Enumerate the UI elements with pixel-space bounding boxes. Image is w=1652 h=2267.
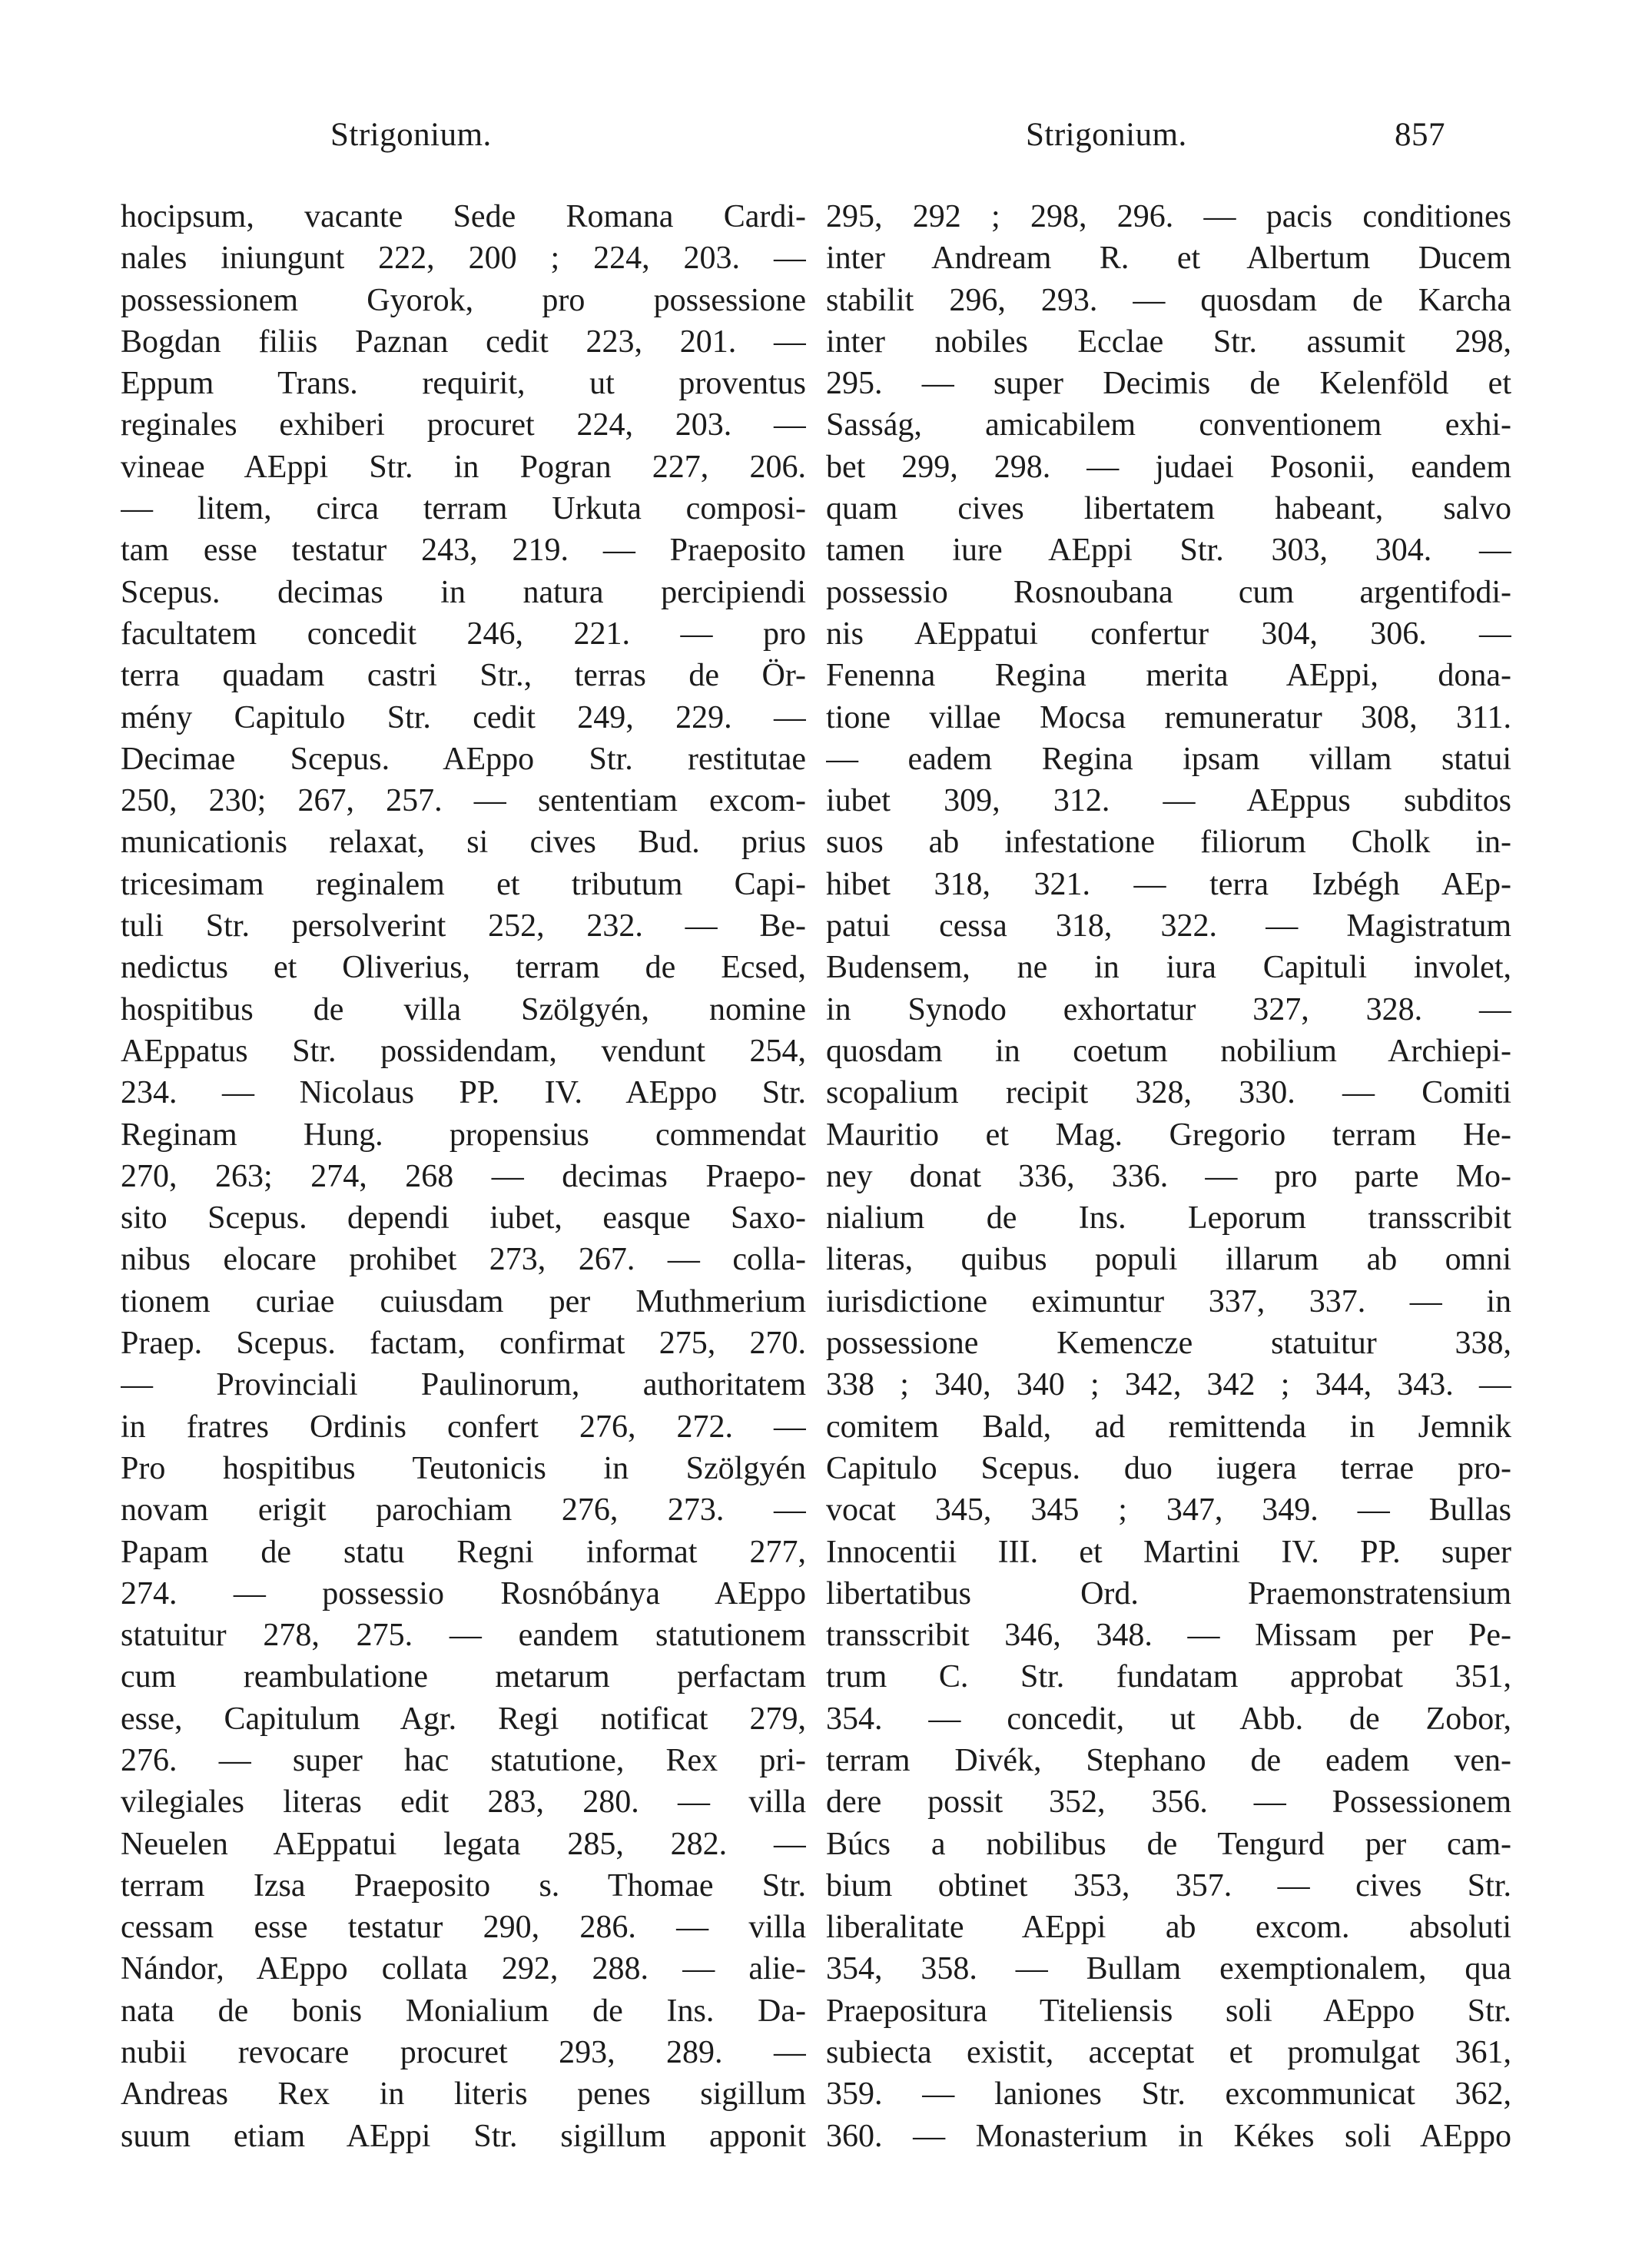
- text-line: 359. — laniones Str. excommunicat 362,: [826, 2076, 1511, 2113]
- text-line: vocat 345, 345 ; 347, 349. — Bullas: [826, 1492, 1511, 1528]
- text-line: tuli Str. persolverint 252, 232. — Be-: [121, 908, 806, 944]
- text-line: Pro hospitibus Teutonicis in Szölgyén: [121, 1450, 806, 1486]
- text-line: Bogdan filiis Paznan cedit 223, 201. —: [121, 324, 806, 360]
- running-head-right: Strigonium.: [1026, 117, 1187, 153]
- text-line: Capitulo Scepus. duo iugera terrae pro-: [826, 1450, 1511, 1486]
- text-line: Papam de statu Regni informat 277,: [121, 1534, 806, 1570]
- text-line: cum reambulatione metarum perfactam: [121, 1659, 806, 1695]
- text-line: Búcs a nobilibus de Tengurd per cam-: [826, 1826, 1511, 1862]
- text-line: in fratres Ordinis confert 276, 272. —: [121, 1409, 806, 1445]
- text-line: Fenenna Regina merita AEppi, dona-: [826, 658, 1511, 694]
- text-line: — litem, circa terram Urkuta composi-: [121, 491, 806, 527]
- text-line: nales iniungunt 222, 200 ; 224, 203. —: [121, 241, 806, 277]
- text-line: 250, 230; 267, 257. — sententiam excom-: [121, 783, 806, 819]
- text-line: AEppatus Str. possidendam, vendunt 254,: [121, 1033, 806, 1069]
- text-line: inter Andream R. et Albertum Ducem: [826, 241, 1511, 277]
- text-line: 295, 292 ; 298, 296. — pacis conditiones: [826, 199, 1511, 234]
- text-line: dere possit 352, 356. — Possessionem: [826, 1784, 1511, 1821]
- text-line: quam cives libertatem habeant, salvo: [826, 491, 1511, 527]
- text-line: possessionem Gyorok, pro possessione: [121, 282, 806, 318]
- text-line: literas, quibus populi illarum ab omni: [826, 1242, 1511, 1278]
- text-line: vineae AEppi Str. in Pogran 227, 206.: [121, 449, 806, 485]
- text-line: cessam esse testatur 290, 286. — villa: [121, 1910, 806, 1946]
- left-text-column: [121, 196, 806, 2157]
- right-text-column: [826, 196, 1511, 2157]
- text-line: transscribit 346, 348. — Missam per Pe-: [826, 1618, 1511, 1654]
- text-line: novam erigit parochiam 276, 273. —: [121, 1492, 806, 1528]
- text-line: Sasság, amicabilem conventionem exhi-: [826, 407, 1511, 443]
- text-line: trum C. Str. fundatam approbat 351,: [826, 1659, 1511, 1695]
- text-line: terra quadam castri Str., terras de Ör-: [121, 658, 806, 694]
- text-line: 276. — super hac statutione, Rex pri-: [121, 1742, 806, 1778]
- text-line: — Provinciali Paulinorum, authoritatem: [121, 1367, 806, 1403]
- text-line: vilegiales literas edit 283, 280. — villa: [121, 1784, 806, 1821]
- text-line: tionem curiae cuiusdam per Muthmerium: [121, 1283, 806, 1319]
- text-line: bet 299, 298. — judaei Posonii, eandem: [826, 449, 1511, 485]
- text-line: reginales exhiberi procuret 224, 203. —: [121, 407, 806, 443]
- text-line: 354, 358. — Bullam exemptionalem, qua: [826, 1951, 1511, 1987]
- text-line: municationis relaxat, si cives Bud. prius: [121, 825, 806, 861]
- text-line: Nándor, AEppo collata 292, 288. — alie-: [121, 1951, 806, 1987]
- text-line: 360. — Monasterium in Kékes soli AEppo: [826, 2118, 1511, 2154]
- text-line: Andreas Rex in literis penes sigillum: [121, 2076, 806, 2113]
- text-line: terram Izsa Praeposito s. Thomae Str.: [121, 1867, 806, 1904]
- text-line: comitem Bald, ad remittenda in Jemnik: [826, 1409, 1511, 1445]
- text-line: tam esse testatur 243, 219. — Praeposito: [121, 533, 806, 569]
- text-line: Mauritio et Mag. Gregorio terram He-: [826, 1117, 1511, 1153]
- text-line: Budensem, ne in iura Capituli involet,: [826, 950, 1511, 986]
- text-line: statuitur 278, 275. — eandem statutionem: [121, 1618, 806, 1654]
- text-line: nis AEppatui confertur 304, 306. —: [826, 616, 1511, 652]
- text-line: subiecta existit, acceptat et promulgat 361,: [826, 2035, 1511, 2071]
- text-line: Praepositura Titeliensis soli AEppo Str.: [826, 1993, 1511, 2029]
- text-line: hibet 318, 321. — terra Izbégh AEp-: [826, 866, 1511, 902]
- text-line: libertatibus Ord. Praemonstratensium: [826, 1575, 1511, 1611]
- text-line: 295. — super Decimis de Kelenföld et: [826, 366, 1511, 402]
- text-line: Decimae Scepus. AEppo Str. restitutae: [121, 741, 806, 777]
- text-line: tione villae Mocsa remuneratur 308, 311.: [826, 699, 1511, 735]
- text-line: 338 ; 340, 340 ; 342, 342 ; 344, 343. —: [826, 1367, 1511, 1403]
- text-line: nibus elocare prohibet 273, 267. — colla-: [121, 1242, 806, 1278]
- text-line: iubet 309, 312. — AEppus subditos: [826, 783, 1511, 819]
- text-line: 274. — possessio Rosnóbánya AEppo: [121, 1575, 806, 1611]
- text-line: nubii revocare procuret 293, 289. —: [121, 2035, 806, 2071]
- text-line: quosdam in coetum nobilium Archiepi-: [826, 1033, 1511, 1069]
- running-head-left: Strigonium.: [330, 117, 492, 153]
- text-line: bium obtinet 353, 357. — cives Str.: [826, 1867, 1511, 1904]
- text-line: 270, 263; 274, 268 — decimas Praepo-: [121, 1158, 806, 1194]
- text-line: iurisdictione eximuntur 337, 337. — in: [826, 1283, 1511, 1319]
- text-line: Reginam Hung. propensius commendat: [121, 1117, 806, 1153]
- text-line: mény Capitulo Str. cedit 249, 229. —: [121, 699, 806, 735]
- text-line: scopalium recipit 328, 330. — Comiti: [826, 1075, 1511, 1111]
- text-line: facultatem concedit 246, 221. — pro: [121, 616, 806, 652]
- text-line: 354. — concedit, ut Abb. de Zobor,: [826, 1701, 1511, 1737]
- text-line: sito Scepus. dependi iubet, easque Saxo-: [121, 1200, 806, 1236]
- page-number: 857: [1395, 117, 1445, 153]
- text-line: esse, Capitulum Agr. Regi notificat 279,: [121, 1701, 806, 1737]
- text-line: — eadem Regina ipsam villam statui: [826, 741, 1511, 777]
- text-line: stabilit 296, 293. — quosdam de Karcha: [826, 282, 1511, 318]
- text-line: Scepus. decimas in natura percipiendi: [121, 574, 806, 610]
- text-line: hocipsum, vacante Sede Romana Cardi-: [121, 199, 806, 234]
- text-line: Praep. Scepus. factam, confirmat 275, 270.: [121, 1326, 806, 1362]
- text-line: ney donat 336, 336. — pro parte Mo-: [826, 1158, 1511, 1194]
- text-line: suos ab infestatione filiorum Cholk in-: [826, 825, 1511, 861]
- text-line: Neuelen AEppatui legata 285, 282. —: [121, 1826, 806, 1862]
- text-line: tricesimam reginalem et tributum Capi-: [121, 866, 806, 902]
- text-line: possessio Rosnoubana cum argentifodi-: [826, 574, 1511, 610]
- text-line: inter nobiles Ecclae Str. assumit 298,: [826, 324, 1511, 360]
- text-line: liberalitate AEppi ab excom. absoluti: [826, 1910, 1511, 1946]
- text-line: hospitibus de villa Szölgyén, nomine: [121, 991, 806, 1027]
- text-line: tamen iure AEppi Str. 303, 304. —: [826, 533, 1511, 569]
- text-line: suum etiam AEppi Str. sigillum apponit: [121, 2118, 806, 2154]
- text-line: terram Divék, Stephano de eadem ven-: [826, 1742, 1511, 1778]
- text-line: 234. — Nicolaus PP. IV. AEppo Str.: [121, 1075, 806, 1111]
- text-line: in Synodo exhortatur 327, 328. —: [826, 991, 1511, 1027]
- text-line: nata de bonis Monialium de Ins. Da-: [121, 1993, 806, 2029]
- text-line: possessione Kemencze statuitur 338,: [826, 1326, 1511, 1362]
- text-line: nialium de Ins. Leporum transscribit: [826, 1200, 1511, 1236]
- text-line: Innocentii III. et Martini IV. PP. super: [826, 1534, 1511, 1570]
- text-line: Eppum Trans. requirit, ut proventus: [121, 366, 806, 402]
- text-line: patui cessa 318, 322. — Magistratum: [826, 908, 1511, 944]
- text-line: nedictus et Oliverius, terram de Ecsed,: [121, 950, 806, 986]
